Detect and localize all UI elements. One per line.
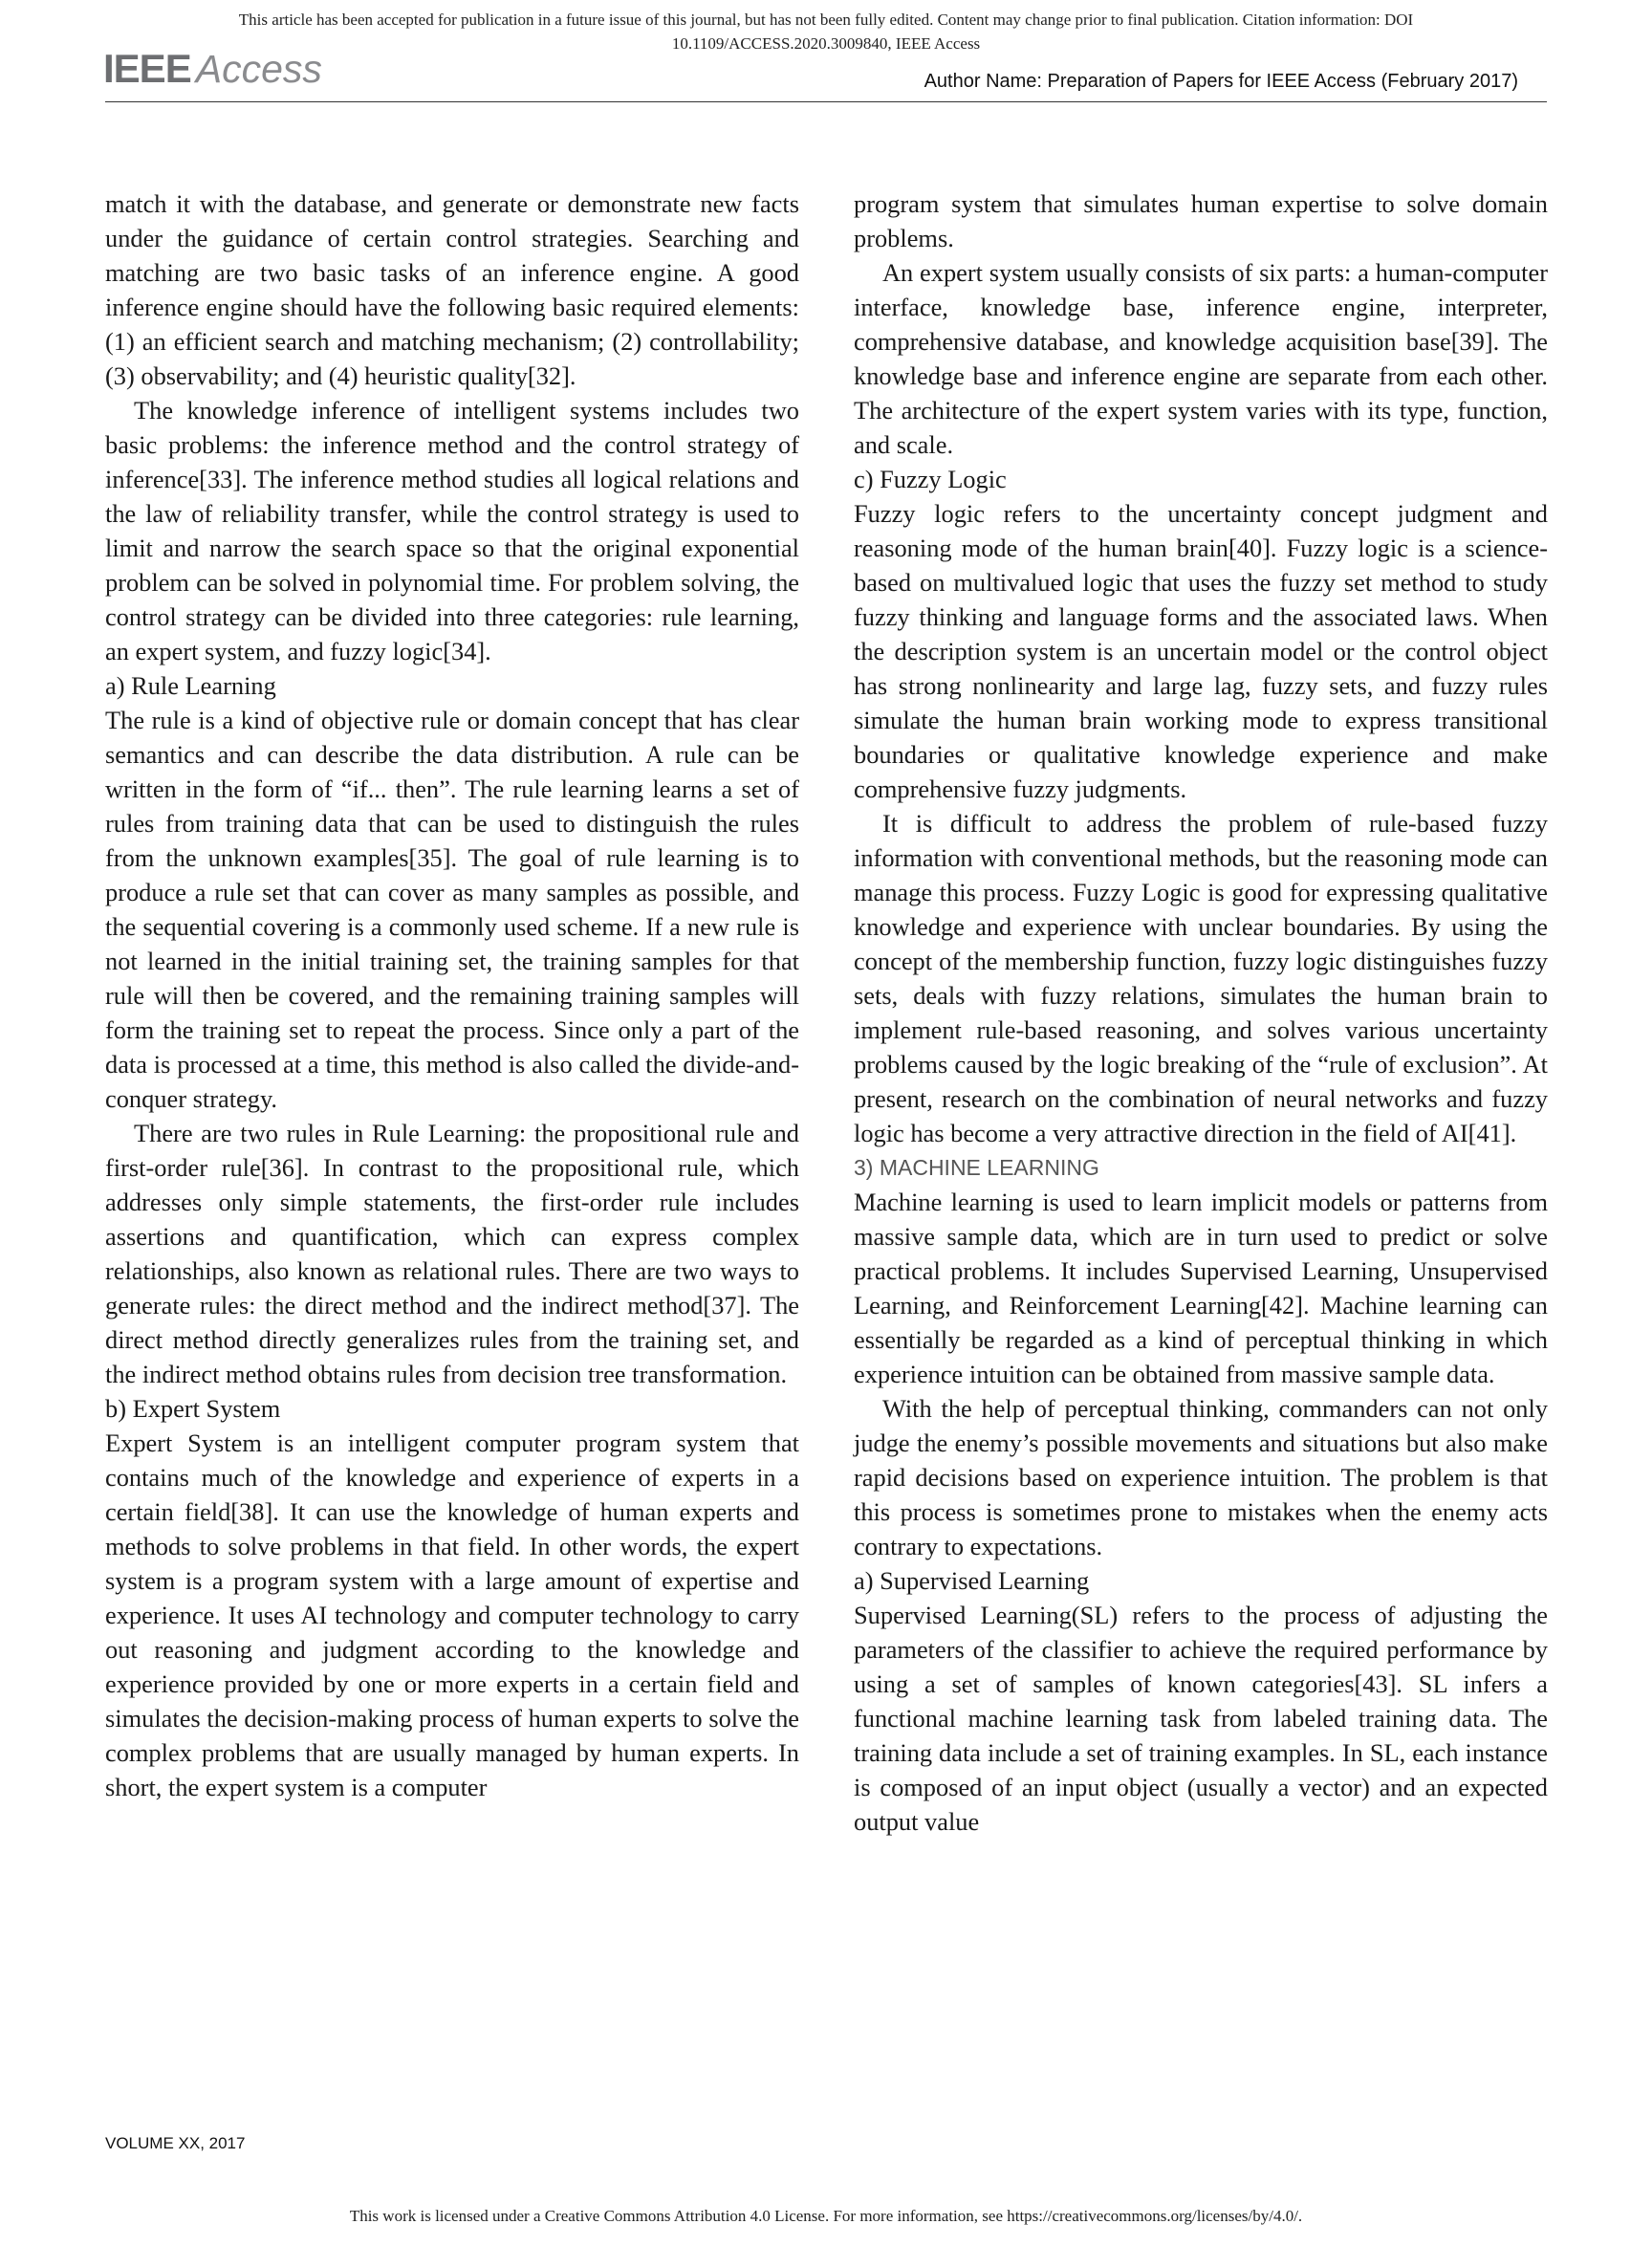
paragraph: The rule is a kind of objective rule or domain concept that has clear semantics and can describe the data distribution. A rule can be written in the form of “if... then”. The rule learning learns a set of rules from training data that can be used to distinguish the rules from the unknown examples[35]. The goal of rule learning is to produce a rule set that can cover as many samples as possible, and the sequential covering is a commonly used scheme. If a new rule is not learned in the initial training set, the training samples for that rule will then be covered, and the remaining training samples will form the training set to repeat the process. Since only a part of the data is processed at a time, this method is also called the divide-and-conquer strategy. xyxy=(105,706,799,1113)
paragraph: With the help of perceptual thinking, commanders can not only judge the enemy’s possible movements and situations but also make rapid decisions based on experience intuition. The problem is that this process is sometimes prone to mistakes when the enemy acts contrary to expectations. xyxy=(854,1394,1548,1560)
header-divider xyxy=(105,101,1547,102)
paragraph: Supervised Learning(SL) refers to the process of adjusting the parameters of the classifier to achieve the required performance by using a set of samples of known categories[43]. SL infers a functional machine learning task from labeled training data. The training data include a set of training examples. In SL, each instance is composed of an input object (usually a vector) and an expected output value xyxy=(854,1601,1548,1836)
paragraph: Fuzzy logic refers to the uncertainty concept judgment and reasoning mode of the human brain[40]. Fuzzy logic is a science-based on multivalued logic that uses the fuzzy set method to study fuzzy thinking and language forms and the associated laws. When the description system is an uncertain model or the control object has strong nonlinearity and large lag, fuzzy sets, and fuzzy rules simulate the human brain working mode to express transitional boundaries or qualitative knowledge experience and make comprehensive fuzzy judgments. xyxy=(854,499,1548,803)
paragraph: There are two rules in Rule Learning: the propositional rule and first-order rule[36]. In contrast to the propositional rule, which addresses only simple statements, the first-order rule includes assertions and quantification, which can express complex relationships, also known as relational rules. There are two ways to generate rules: the direct method and the indirect method[37]. The direct method directly generalizes rules from the training set, and the indirect method obtains rules from decision tree transformation. xyxy=(105,1119,799,1388)
right-column xyxy=(854,186,1548,1839)
logo-access-text: Access xyxy=(195,47,322,91)
paragraph: Machine learning is used to learn implicit models or patterns from massive sample data, which are in turn used to predict or solve practical problems. It includes Supervised Learning, Unsupervised Learning, and Reinforcement Learning[42]. Machine learning can essentially be regarded as a kind of perceptual thinking in which experience intuition can be obtained from massive sample data. xyxy=(854,1188,1548,1388)
volume-label: VOLUME XX, 2017 xyxy=(105,2134,246,2152)
paragraph: match it with the database, and generate or demonstrate new facts under the guidance of certain control strategies. Searching and matching are two basic tasks of an inference engine. A good inference engine should have the following basic required elements: (1) an efficient search and matching mechanism; (2) controllability; (3) observability; and (4) heuristic quality[32]. xyxy=(105,189,799,390)
running-head: Author Name: Preparation of Papers for IEEE Access (February 2017) xyxy=(924,71,1518,92)
paragraph: Expert System is an intelligent computer program system that contains much of the knowledge and experience of experts in a certain field[38]. It can use the knowledge of human experts and methods to solve problems in that field. In other words, the expert system is a program system with a large amount of expertise and experience. It uses AI technology and computer technology to carry out reasoning and judgment according to the knowledge and experience provided by one or more experts in a certain field and simulates the decision-making process of human experts to solve the complex problems that are usually managed by human experts. In short, the expert system is a computer xyxy=(105,1428,799,1801)
notice-line-2: 10.1109/ACCESS.2020.3009840, IEEE Access xyxy=(671,34,981,53)
paragraph: An expert system usually consists of six parts: a human-computer interface, knowledge base, inference engine, interpreter, comprehensive database, and knowledge acquisition base[39]. The knowledge base and inference engine are separate from each other. The architecture of the expert system varies with its type, function, and scale. xyxy=(854,258,1548,459)
paragraph: The knowledge inference of intelligent systems includes two basic problems: the inference method and the control strategy of inference[33]. The inference method studies all logical relations and the law of reliability transfer, while the control strategy is used to limit and narrow the search space so that the original exponential problem can be solved in polynomial time. For problem solving, the control strategy can be divided into three categories: rule learning, an expert system, and fuzzy logic[34]. xyxy=(105,396,799,665)
notice-line-1: This article has been accepted for publication in a future issue of this journal, but has not been fully edited. Content may change prior to final publication. Citation information: DOI xyxy=(238,11,1414,29)
ieee-access-logo xyxy=(103,46,322,96)
subsection-heading: a) Supervised Learning xyxy=(854,1566,1090,1595)
section-heading: 3) MACHINE LEARNING xyxy=(854,1155,1099,1180)
left-column xyxy=(105,186,799,1804)
license-notice: This work is licensed under a Creative Commons Attribution 4.0 License. For more information, see https://creativecommons.org/licenses/by/4.0/. xyxy=(349,2207,1303,2225)
subsection-heading: c) Fuzzy Logic xyxy=(854,465,1007,493)
subsection-heading: a) Rule Learning xyxy=(105,671,276,700)
paragraph: It is difficult to address the problem of rule-based fuzzy information with conventional methods, but the reasoning mode can manage this process. Fuzzy Logic is good for expressing qualitative knowledge and experience with unclear boundaries. By using the concept of the membership function, fuzzy logic distinguishes fuzzy sets, deals with fuzzy relations, simulates the human brain to implement rule-based reasoning, and solves various uncertainty problems caused by the logic breaking of the “rule of exclusion”. At present, research on the combination of neural networks and fuzzy logic has become a very attractive direction in the field of AI[41]. xyxy=(854,809,1548,1147)
paragraph: program system that simulates human expertise to solve domain problems. xyxy=(854,189,1548,252)
logo-ieee-text: IEEE xyxy=(103,46,191,91)
subsection-heading: b) Expert System xyxy=(105,1394,281,1423)
